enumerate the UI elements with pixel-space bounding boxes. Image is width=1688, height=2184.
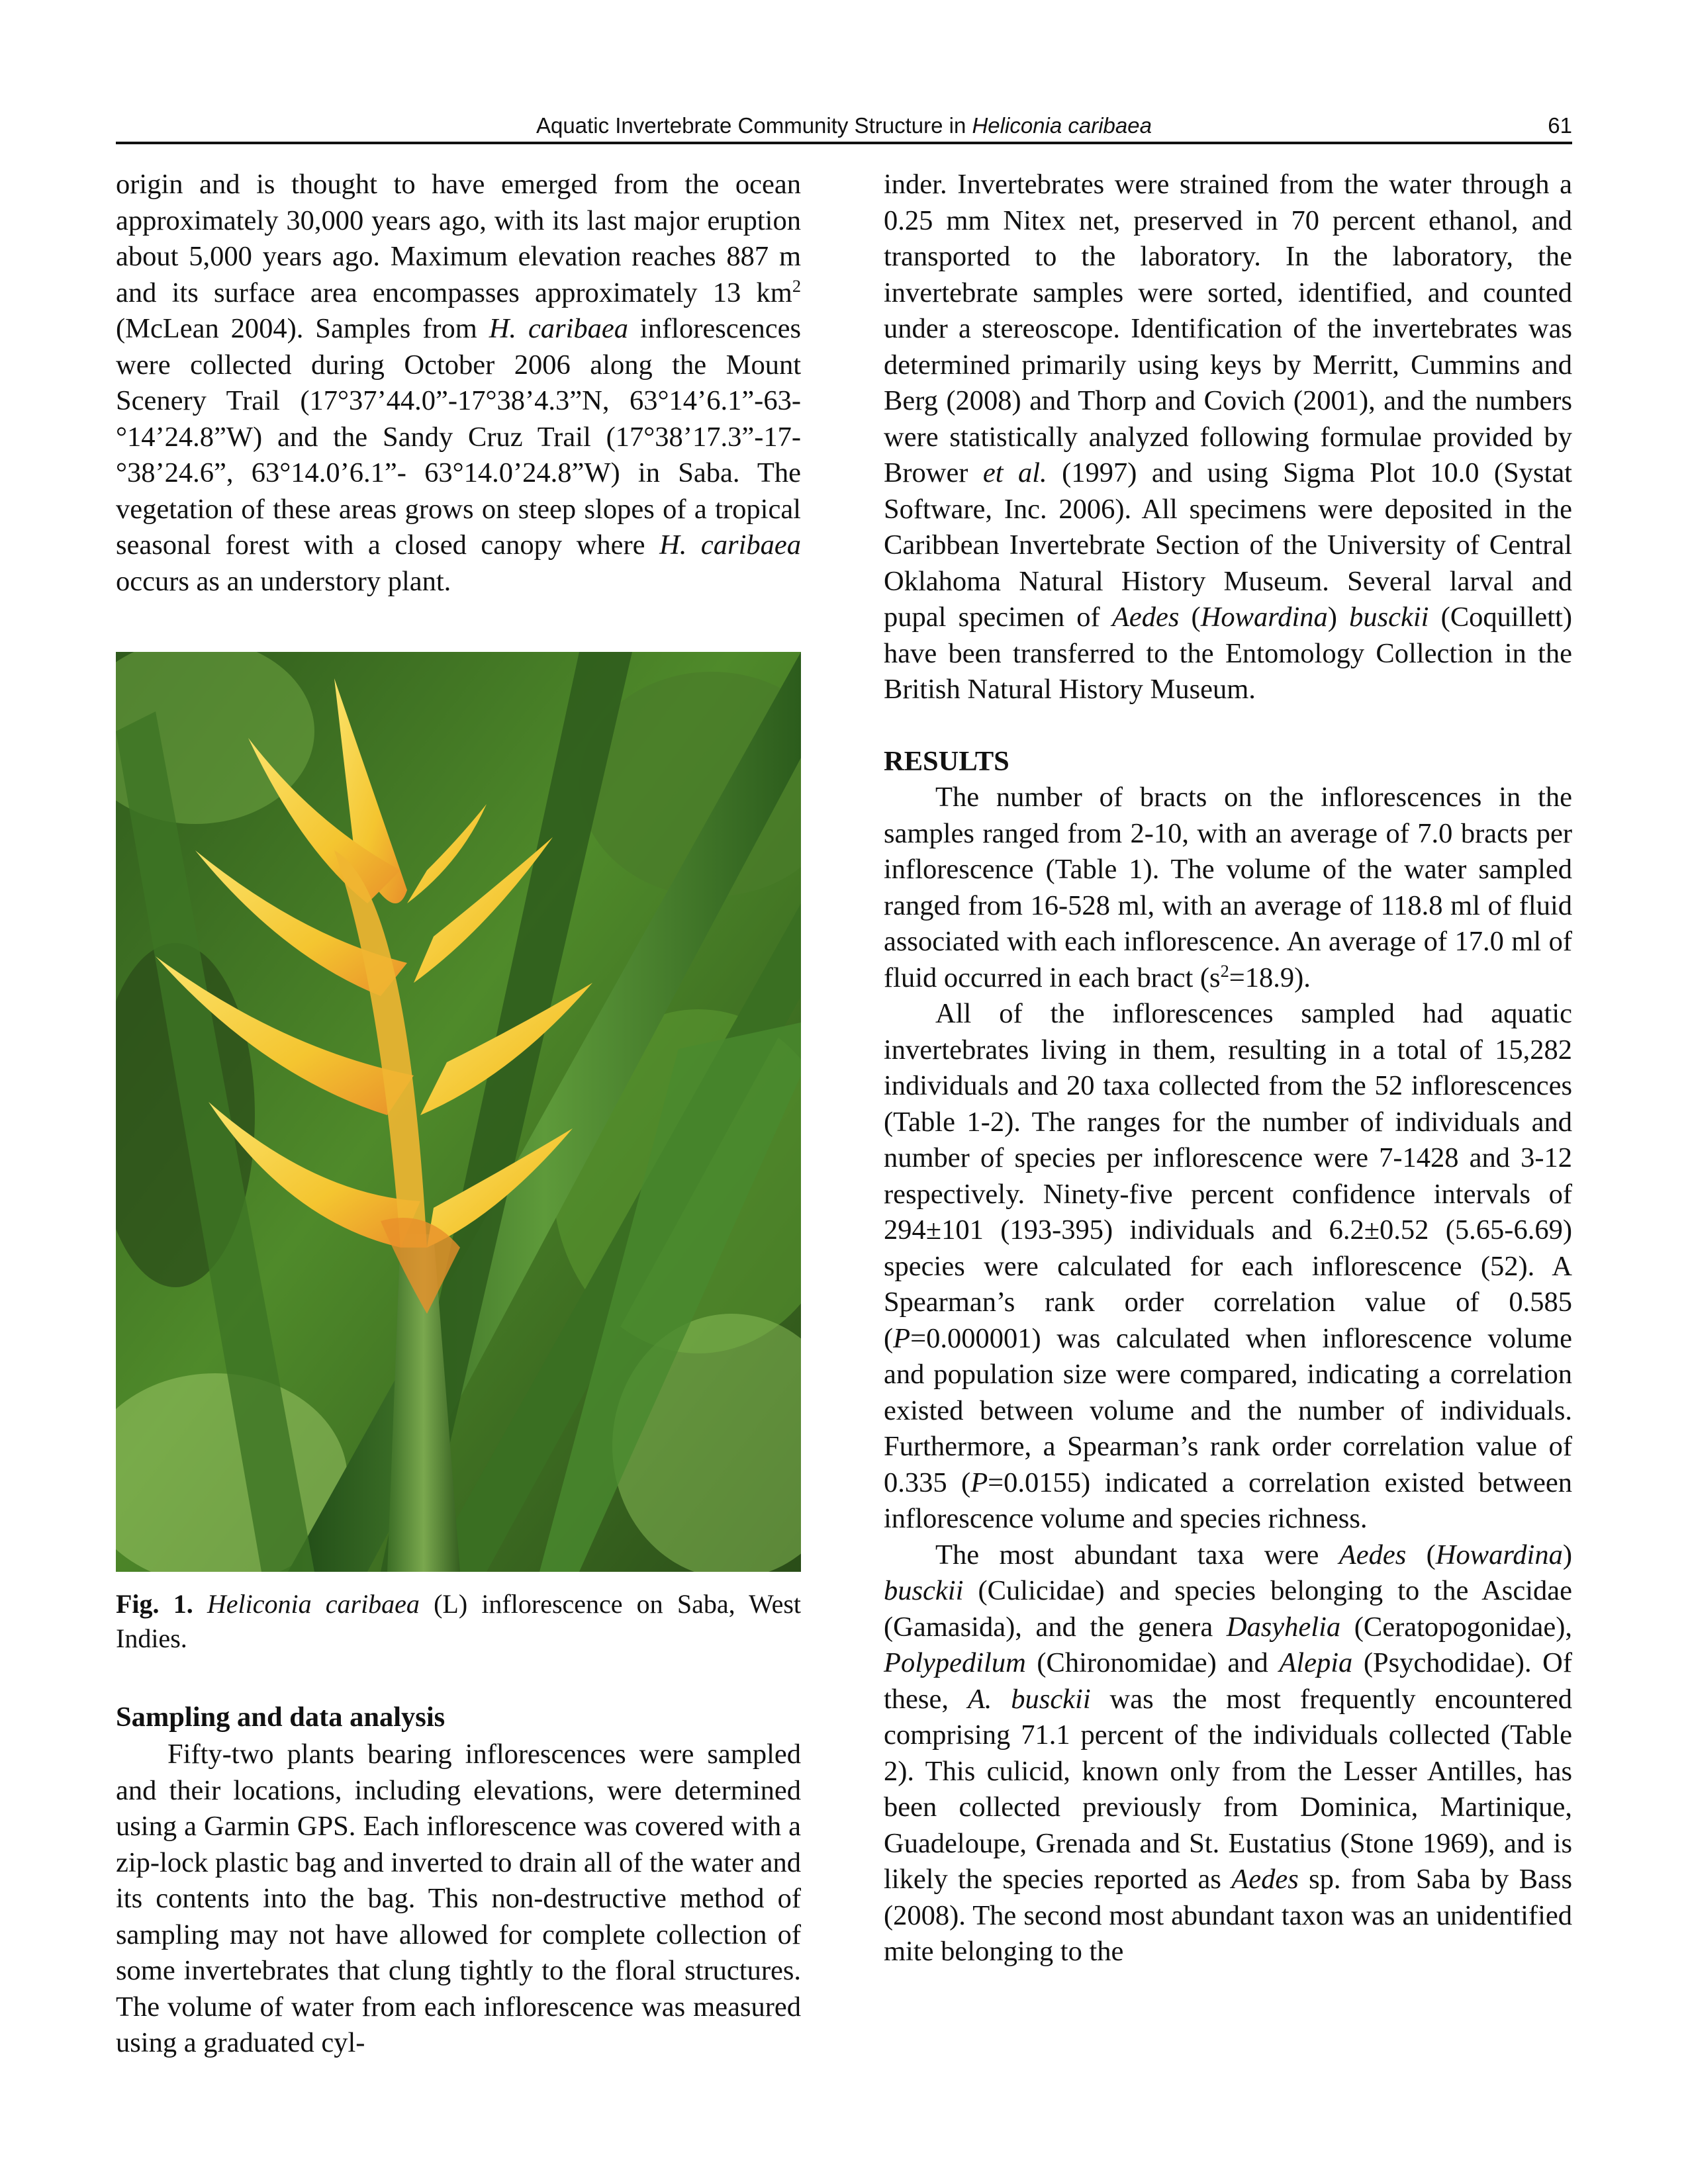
- paragraph: The most abundant taxa were Aedes (Howardina) busckii (Culicidae) and species belonging to the Ascidae (Gamasida), and the genera Dasyhelia (Ceratopogonidae), Polypedilum (Chironomidae) and Alepia (Psychodidae). Of these, A. busckii was the most frequently encountered comprising 71.1 percent of the individuals collected (Table 2). This culicid, known only from the Lesser Antilles, has been collected previously from Dominica, Martinique, Guadeloupe, Grenada and St. Eustatius (Stone 1969), and is likely the species reported as Aedes sp. from Saba by Bass (2008). The second most abundant taxon was an unidentified mite belonging to the: [884, 1539, 1572, 1967]
- right-column: [884, 167, 1572, 1970]
- paragraph: All of the inflorescences sampled had aquatic invertebrates living in them, resulting in a total of 15,282 individuals and 20 taxa collected from the 52 inflorescences (Table 1-2). The ranges for the number of individuals and number of species per inflorescence were 7-1428 and 3-12 respectively. Ninety-five percent confidence intervals of 294±101 (193-395) individuals and 6.2±0.52 (5.65-6.69) species were calculated for each inflorescence (52). A Spearman’s rank order correlation value of 0.585 (P=0.000001) was calculated when inflorescence volume and population size were compared, indicating a correlation existed between volume and the number of individuals. Furthermore, a Spearman’s rank order correlation value of 0.335 (P=0.0155) indicated a correlation existed between inflorescence volume and species richness.: [884, 998, 1573, 1534]
- section-heading-sampling: Sampling and data analysis: [116, 1702, 445, 1733]
- header-rule: [116, 142, 1572, 144]
- heliconia-photo-illustration: [116, 652, 801, 1572]
- left-column-bottom: [116, 1737, 801, 2062]
- paragraph: The number of bracts on the inflorescences in the samples ranged from 2-10, with an average of 7.0 bracts per inflorescence (Table 1). The volume of the water sampled ranged from 16-528 ml, with an average of 118.8 ml of fluid associated with each inflorescence. An average of 17.0 ml of fluid occurred in each bract $(s^2=18.9)$.: [884, 782, 1572, 993]
- paragraph: inder. Invertebrates were strained from the water through a 0.25 mm Nitex net, preserved in 70 percent ethanol, and transported to the laboratory. In the laboratory, the invertebrate samples were sorted, identified, and counted under a stereoscope. Identification of the invertebrates was determined primarily using keys by Merritt, Cummins and Berg (2008) and Thorp and Covich (2001), and the numbers were statistically analyzed following formulae provided by Brower et al. (1997) and using Sigma Plot 10.0 (Systat Software, Inc. 2006). All specimens were deposited in the Caribbean Invertebrate Section of the University of Central Oklahoma Natural History Museum. Several larval and pupal specimen of Aedes (Howardina) busckii (Coquillett) have been transferred to the Entomology Collection in the British Natural History Museum.: [884, 169, 1572, 705]
- figure-photo: [116, 652, 801, 1572]
- running-title: Aquatic Invertebrate Community Structure in Heliconia caribaea: [536, 113, 1152, 138]
- paragraph: origin and is thought to have emerged from the ocean approximately 30,000 years ago, with its last major eruption about 5,000 years ago. Maximum elevation reaches 887 m and its surface area encompasses approximately 13 $km^2$ (McLean 2004). Samples from H. caribaea inflorescences were collected during October 2006 along the Mount Scenery Trail (17°37’44.0”-17°38’4.3”N, 63°14’6.1”-63-°14’24.8”W) and the Sandy Cruz Trail (17°38’17.3”-17-°38’24.6”, 63°14.0’6.1”- 63°14.0’24.8”W) in Saba. The vegetation of these areas grows on steep slopes of a tropical seasonal forest with a closed canopy where H. caribaea occurs as an understory plant.: [116, 169, 801, 597]
- figure-caption: Fig. 1. Heliconia caribaea (L) inflorescence on Saba, West Indies.: [116, 1589, 802, 1653]
- left-column-top: [116, 167, 801, 600]
- spacer: [884, 708, 1572, 744]
- page-number: 61: [1548, 113, 1572, 138]
- section-heading-results: RESULTS: [884, 745, 1009, 777]
- running-header: [116, 111, 1572, 143]
- paragraph: Fifty-two plants bearing inflorescences were sampled and their locations, including elevations, were determined using a Garmin GPS. Each inflorescence was covered with a zip-lock plastic bag and inverted to drain all of the water and its contents into the bag. This non-destructive method of sampling may not have allowed for complete collection of some invertebrates that clung tightly to the floral structures. The volume of water from each inflorescence was measured using a graduated cyl-: [116, 1739, 801, 2058]
